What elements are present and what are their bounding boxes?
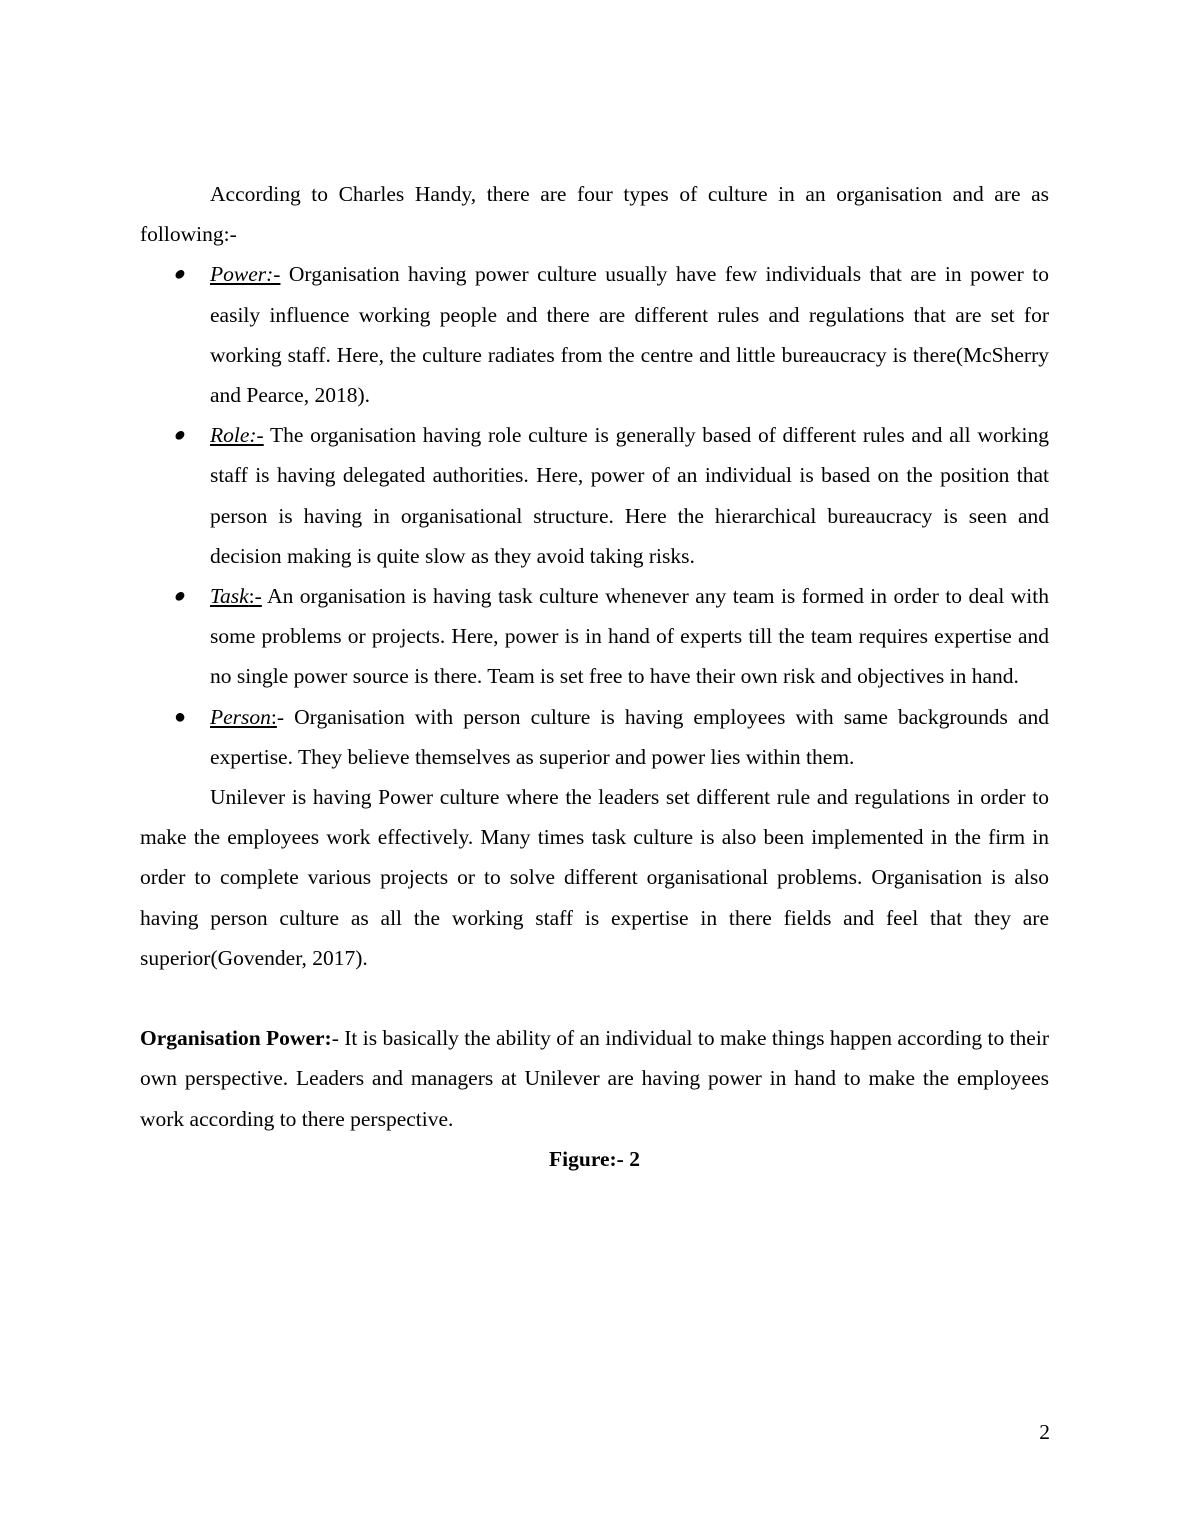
culture-term-separator: : [270,704,277,729]
page-content [140,174,1049,1179]
org-power-heading: Organisation Power: [140,1026,332,1051]
culture-description: Organisation having power culture usually have few individuals that are in power to easily influence working people and there are different rules and regulations that are set for working staff. Here, the culture radiates from the centre and little bureaucracy is there(McSherry and Pearce, 2018). [210,262,1049,408]
culture-term-separator: :- [248,584,262,609]
culture-type-power [140,254,1049,415]
paragraph-spacer [140,978,1049,1018]
culture-description: - Organisation with person culture is having employees with same backgrounds and expertise. They believe themselves as superior and power lies within them. [210,704,1049,769]
culture-description: An organisation is having task culture whenever any team is formed in order to deal with some problems or projects. Here, power is in hand of experts till the team requires expertise and no single power source is there. Team is set free to have their own risk and objectives in hand. [210,584,1049,689]
page-number: 2 [1039,1420,1050,1444]
culture-types-list [140,254,1049,777]
culture-type-person [140,697,1049,777]
culture-term: Role:- [210,423,264,448]
org-power-paragraph [140,1018,1049,1139]
culture-type-task [140,576,1049,697]
figure-caption: Figure:- 2 [549,1146,640,1171]
bullet-icon: ● [171,424,190,447]
culture-term: Power:- [210,262,281,287]
bullet-icon: ● [174,705,187,728]
culture-type-role [140,415,1049,576]
bullet-icon: ● [171,585,190,608]
culture-term: Task [210,584,249,609]
unilever-paragraph: Unilever is having Power culture where the leaders set different rule and regulations in order to make the employees work effectively. Many times task culture is also been implemented in the firm in order to complete various projects or to solve different organisational problems. Organisation is also having person culture as all the working staff is expertise in there fields and feel that they are superior(Govender, 2017). [140,785,1049,970]
intro-paragraph: According to Charles Handy, there are four types of culture in an organisation and are as following:- [140,182,1049,247]
culture-term: Person [210,704,271,729]
bullet-icon: ● [171,263,190,286]
org-power-text: - It is basically the ability of an individual to make things happen according to their own perspective. Leaders and managers at Unilever are having power in hand to make the employees work according to there perspective. [140,1026,1049,1131]
culture-description: The organisation having role culture is generally based of different rules and all working staff is having delegated authorities. Here, power of an individual is based on the position that person is having in organisational structure. Here the hierarchical bureaucracy is seen and decision making is quite slow as they avoid taking risks. [210,423,1049,568]
